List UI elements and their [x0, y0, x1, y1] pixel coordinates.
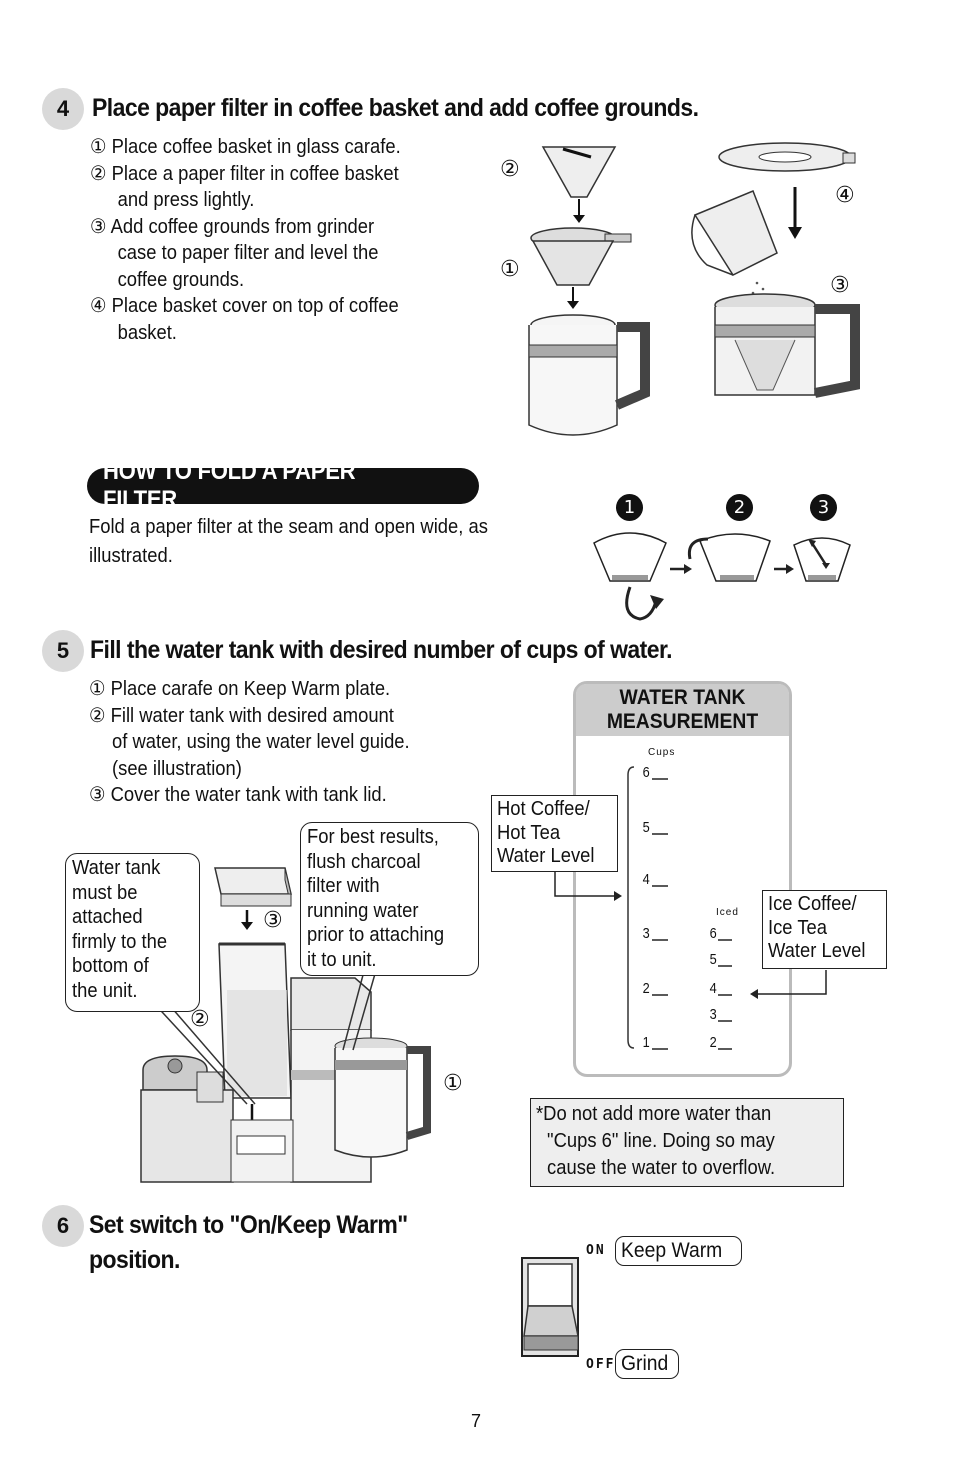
- charcoal-filter-callout: For best results, flush charcoal filter with running water prior to attaching it to unit.: [300, 822, 479, 976]
- page-number: 7: [471, 1411, 482, 1431]
- hot-level-label: 1: [642, 1034, 650, 1051]
- power-switch-illustration[interactable]: [520, 1256, 582, 1360]
- iced-level-label: 2: [709, 1034, 717, 1051]
- fold-step-1: 1: [616, 494, 643, 521]
- fold-filter-text: Fold a paper filter at the seam and open wide, as illustrated.: [89, 516, 488, 567]
- step-4-instructions: ① Place coffee basket in glass carafe. ② Place a paper filter in coffee basket and press lightly. ③ Add coffee grounds from grinder case to paper filter and level the coffee grounds. ④ Place basket cover on top of coffee basket.: [90, 136, 401, 344]
- step-4-badge: 4: [42, 88, 84, 130]
- hot-level-label: 6: [642, 764, 650, 781]
- figure-marker-4: ④: [835, 183, 855, 208]
- iced-level-label: 6: [709, 925, 717, 942]
- step-6-badge: 6: [42, 1205, 84, 1247]
- hot-level-label: 5: [642, 819, 650, 836]
- grind-label: Grind: [615, 1349, 679, 1379]
- fold-filter-heading: HOW TO FOLD A PAPER FILTER: [87, 468, 479, 504]
- hot-coffee-level-box: Hot Coffee/ Hot Tea Water Level: [491, 795, 618, 872]
- figure-marker-3: ③: [263, 908, 283, 933]
- fold-step-2: 2: [726, 494, 753, 521]
- step-6-title: Set switch to "On/Keep Warm" position.: [89, 1211, 408, 1274]
- step-5-badge: 5: [42, 630, 84, 672]
- switch-off-tag: OFF: [586, 1357, 616, 1372]
- level-pointer-arrows: [550, 860, 840, 1000]
- step-4-title: Place paper filter in coffee basket and add coffee grounds.: [92, 94, 699, 122]
- hot-level-label: 3: [642, 925, 650, 942]
- figure-marker-1: ①: [443, 1071, 463, 1096]
- fold-step-3: 3: [810, 494, 837, 521]
- figure-marker-2: ②: [190, 1007, 210, 1032]
- iced-level-label: 5: [709, 951, 717, 968]
- overflow-warning: *Do not add more water than "Cups 6" line. Doing so may cause the water to overflow.: [530, 1098, 844, 1187]
- iced-label: Iced: [716, 907, 739, 918]
- hot-level-label: 4: [642, 871, 650, 888]
- coffee-basket-illustration: [495, 135, 875, 445]
- tank-attach-callout: Water tank must be attached firmly to the bottom of the unit.: [65, 853, 200, 1012]
- figure-marker-3: ③: [830, 273, 850, 298]
- ice-coffee-level-box: Ice Coffee/ Ice Tea Water Level: [762, 890, 887, 969]
- figure-marker-2: ②: [500, 157, 520, 182]
- fold-filter-illustration: [590, 525, 860, 625]
- step-5-instructions: ① Place carafe on Keep Warm plate. ② Fill water tank with desired amount of water, using the water level guide. (see illustration) ③ Cover the water tank with tank lid.: [89, 678, 410, 806]
- step-5-title: Fill the water tank with desired number of cups of water.: [90, 636, 672, 664]
- water-tank-measurement-title: WATER TANK MEASUREMENT: [576, 684, 789, 736]
- figure-marker-1: ①: [500, 257, 520, 282]
- hot-level-label: 2: [642, 980, 650, 997]
- keep-warm-label: Keep Warm: [615, 1236, 742, 1266]
- iced-level-label: 4: [709, 980, 717, 997]
- switch-on-tag: ON: [586, 1243, 606, 1258]
- iced-level-label: 3: [709, 1006, 717, 1023]
- cups-label: Cups: [648, 747, 676, 758]
